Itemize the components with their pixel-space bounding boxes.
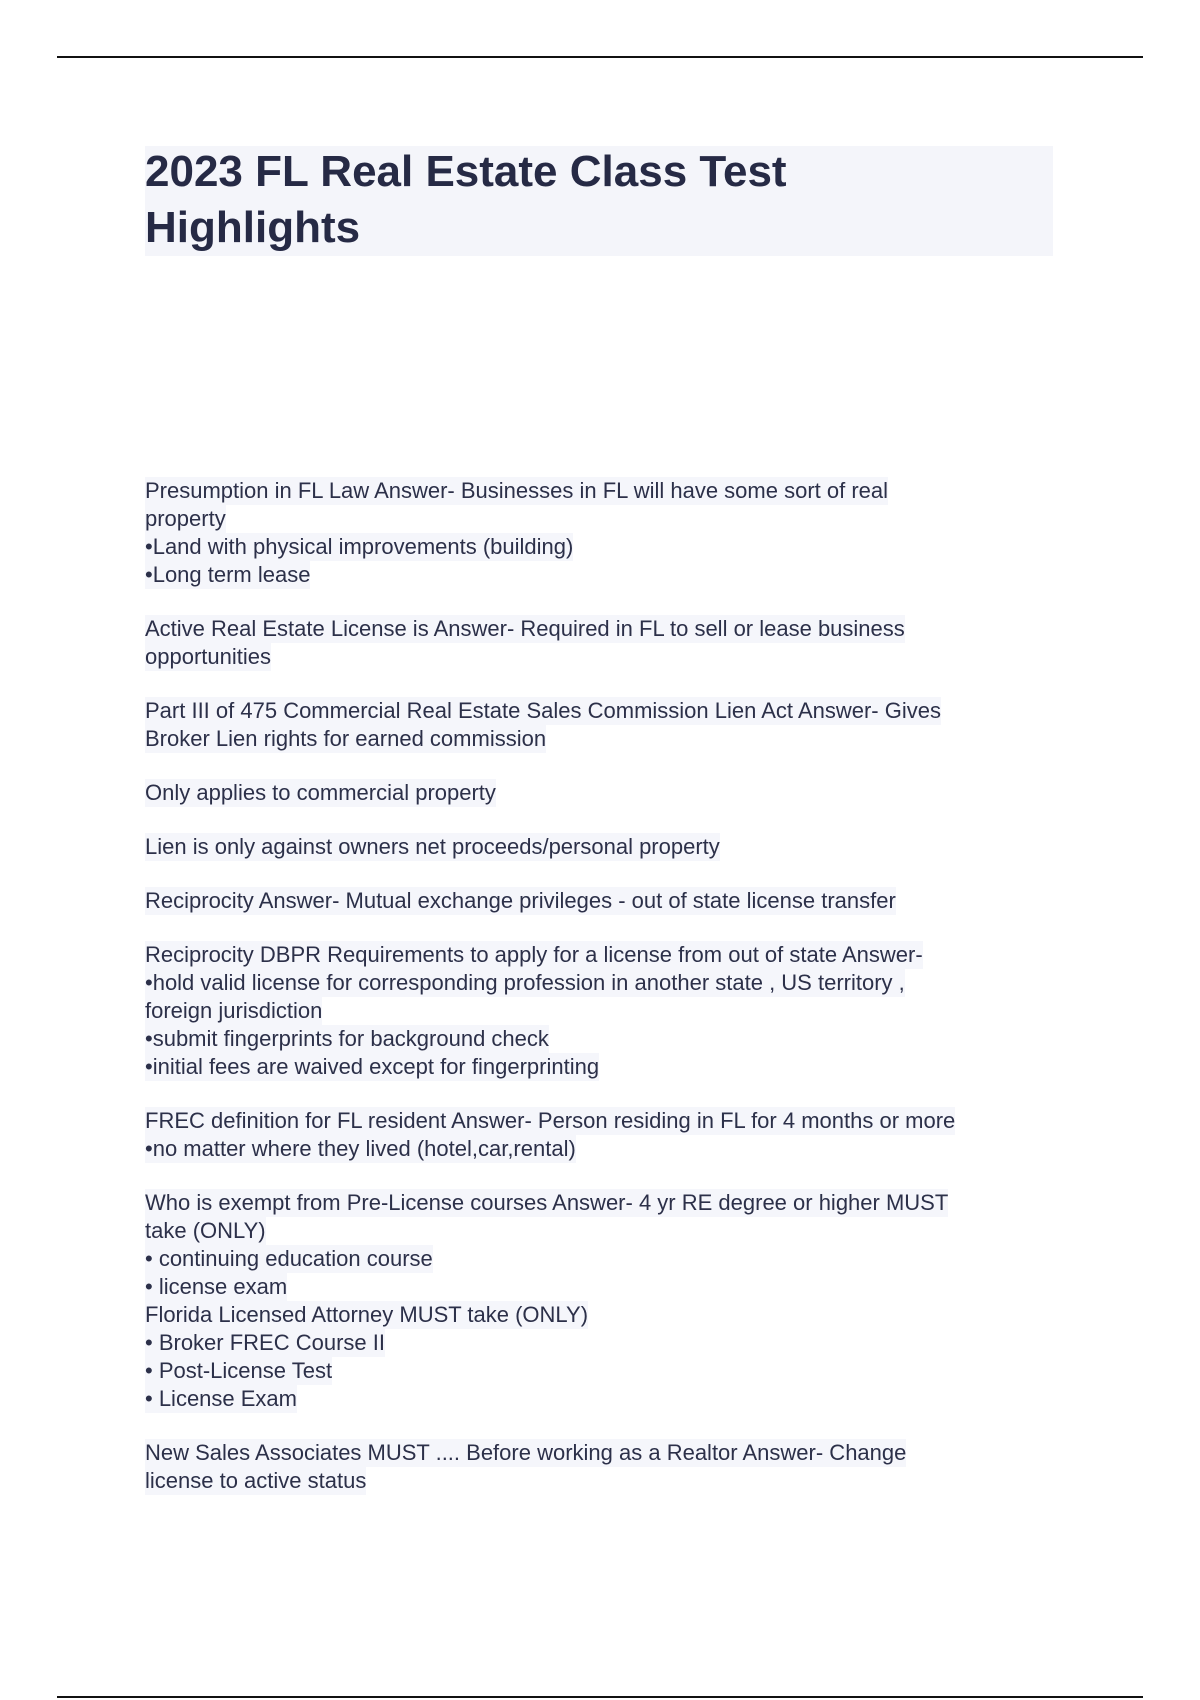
qa-entry-new-sales-associates xyxy=(145,1439,1065,1495)
text-line: • License Exam xyxy=(145,1386,297,1411)
document-body xyxy=(145,477,1065,1521)
text-line: Broker Lien rights for earned commission xyxy=(145,726,547,751)
text-line: •Land with physical improvements (building) xyxy=(145,534,574,559)
text-line: Reciprocity DBPR Requirements to apply for a license from out of state Answer- xyxy=(145,942,923,967)
text-line: Who is exempt from Pre-License courses Answer- 4 yr RE degree or higher MUST xyxy=(145,1190,949,1215)
text-line: license to active status xyxy=(145,1468,367,1493)
text-line: property xyxy=(145,506,226,531)
text-line: Presumption in FL Law Answer- Businesses in FL will have some sort of real xyxy=(145,478,889,503)
text-line: •initial fees are waived except for fingerprinting xyxy=(145,1054,600,1079)
title-line-1: 2023 FL Real Estate Class Test xyxy=(145,147,787,196)
text-line: Only applies to commercial property xyxy=(145,780,496,805)
text-line: •submit fingerprints for background check xyxy=(145,1026,549,1051)
bottom-rule xyxy=(57,1696,1143,1698)
text-line: • Post-License Test xyxy=(145,1358,333,1383)
text-line: Reciprocity Answer- Mutual exchange privileges - out of state license transfer xyxy=(145,888,896,913)
qa-entry-reciprocity xyxy=(145,887,1065,915)
text-line: • Broker FREC Course II xyxy=(145,1330,385,1355)
text-line: opportunities xyxy=(145,644,271,669)
qa-entry-frec-resident xyxy=(145,1107,1065,1163)
top-rule xyxy=(57,56,1143,58)
text-line: Active Real Estate License is Answer- Required in FL to sell or lease business xyxy=(145,616,905,641)
text-line: •hold valid license for corresponding profession in another state , US territory , xyxy=(145,970,905,995)
text-line: Florida Licensed Attorney MUST take (ONLY) xyxy=(145,1302,589,1327)
text-line: • continuing education course xyxy=(145,1246,433,1271)
qa-entry-reciprocity-dbpr xyxy=(145,941,1065,1081)
title-block xyxy=(145,146,1053,256)
text-line: FREC definition for FL resident Answer- Person residing in FL for 4 months or more xyxy=(145,1108,956,1133)
qa-entry-presumption xyxy=(145,477,1065,589)
qa-entry-commercial-only xyxy=(145,779,1065,807)
document-title xyxy=(145,144,1053,256)
text-line: New Sales Associates MUST .... Before working as a Realtor Answer- Change xyxy=(145,1440,907,1465)
text-line: foreign jurisdiction xyxy=(145,998,323,1023)
qa-entry-lien-act xyxy=(145,697,1065,753)
qa-entry-active-license xyxy=(145,615,1065,671)
qa-entry-lien-proceeds xyxy=(145,833,1065,861)
text-line: Part III of 475 Commercial Real Estate Sales Commission Lien Act Answer- Gives xyxy=(145,698,941,723)
qa-entry-exempt xyxy=(145,1189,1065,1413)
text-line: •no matter where they lived (hotel,car,rental) xyxy=(145,1136,576,1161)
title-line-2: Highlights xyxy=(145,203,361,252)
text-line: take (ONLY) xyxy=(145,1218,266,1243)
text-line: Lien is only against owners net proceeds/personal property xyxy=(145,834,720,859)
text-line: •Long term lease xyxy=(145,562,311,587)
text-line: • license exam xyxy=(145,1274,288,1299)
